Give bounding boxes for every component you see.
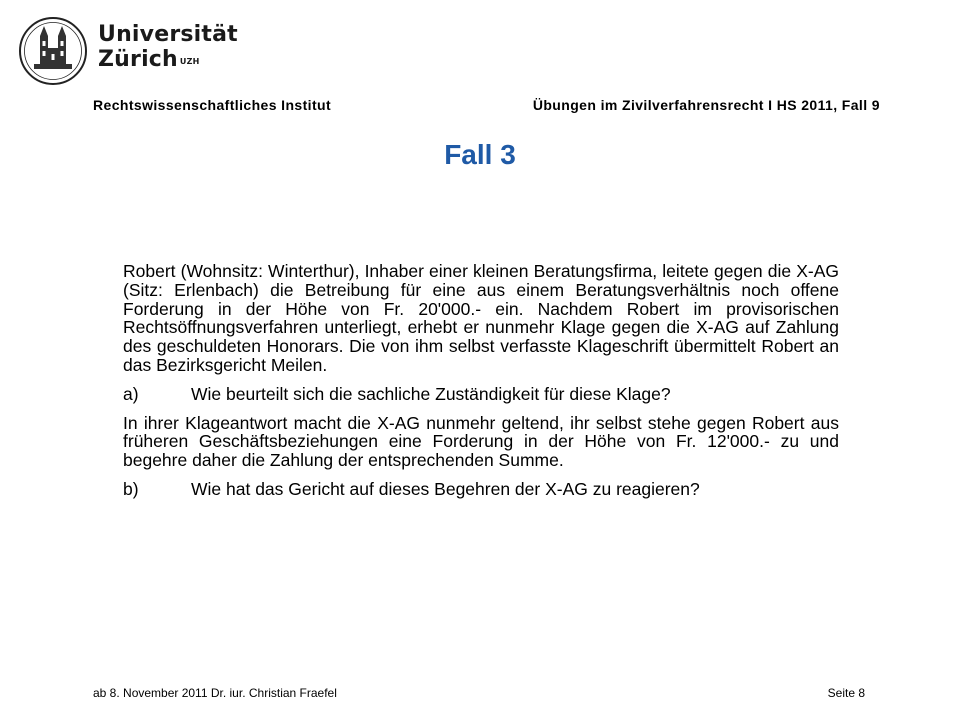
uzh-superscript: UZH	[179, 57, 200, 66]
header-institute: Rechtswissenschaftliches Institut	[93, 97, 332, 113]
question-a-text: Wie beurteilt sich die sachliche Zuständigkeit für diese Klage?	[191, 383, 671, 404]
case-paragraph-2: In ihrer Klageantwort macht die X-AG nunmehr geltend, ihr selbst stehe gegen Robert aus früheren Geschäftsbeziehungen eine Forderung in der Höhe von Fr. 12'000.- zu und begehre daher die Zahlung der entsprechenden Summe.	[123, 412, 839, 471]
university-name	[98, 22, 238, 72]
page-title: Fall 3	[444, 139, 516, 170]
header-course: Übungen im Zivilverfahrensrecht I HS 2011, Fall 9	[532, 97, 880, 113]
footer-page-number: Seite 8	[827, 686, 865, 700]
university-logo	[18, 16, 238, 86]
footer-date-author: ab 8. November 2011 Dr. iur. Christian Fraefel	[93, 686, 337, 700]
university-name-line2	[98, 47, 238, 72]
question-b-label: b)	[123, 478, 139, 499]
university-seal-icon	[18, 16, 88, 86]
case-paragraph-1: Robert (Wohnsitz: Winterthur), Inhaber einer kleinen Beratungsfirma, leitete gegen die X-AG (Sitz: Erlenbach) die Betreibung für eine aus einem Beratungsverhältnis noch offene Forderung in der Höhe von Fr. 20'000.- ein. Nachdem Robert im provisorischen Rechtsöffnungsverfahren unterliegt, erhebt er nunmehr Klage gegen die X-AG auf Zahlung des geschuldeten Honorars. Die von ihm selbst verfasste Klageschrift übermittelt Robert an das Bezirksgericht Meilen.	[123, 261, 839, 375]
university-name-zurich: Zürich	[98, 47, 178, 72]
question-a	[123, 385, 839, 404]
question-b	[123, 480, 839, 499]
case-content	[123, 262, 839, 509]
question-b-text: Wie hat das Gericht auf dieses Begehren der X-AG zu reagieren?	[191, 478, 700, 499]
question-a-label: a)	[123, 383, 139, 404]
university-name-line1: Universität	[98, 22, 238, 47]
